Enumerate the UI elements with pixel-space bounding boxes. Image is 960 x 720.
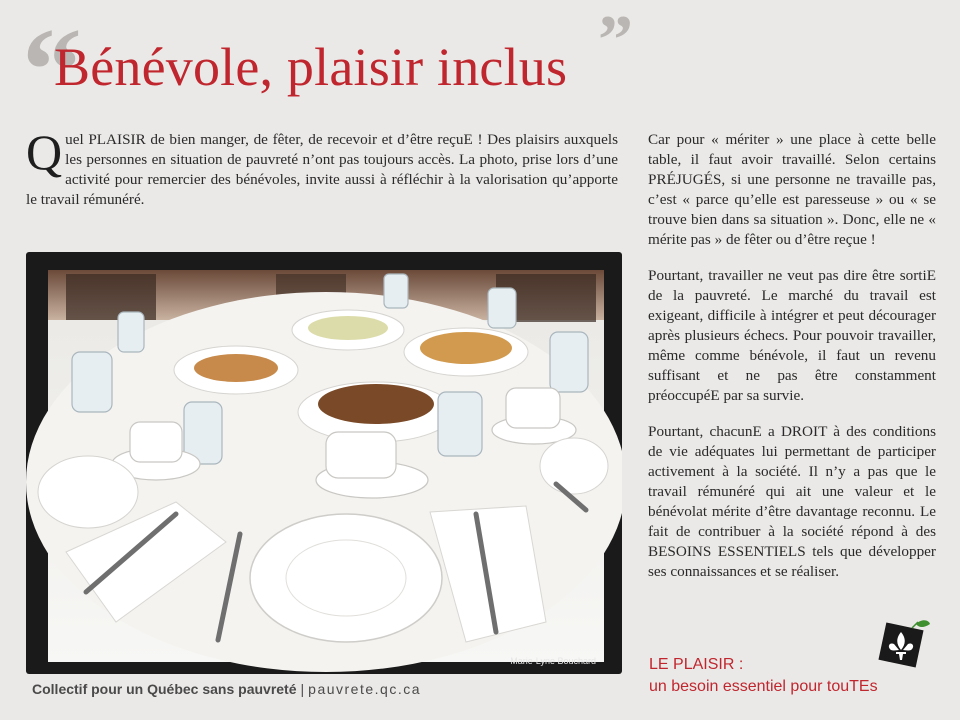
tagline-line-1: LE PLAISIR :: [649, 656, 744, 673]
title-block: [22, 2, 662, 136]
dropcap-letter: Q: [26, 124, 63, 180]
open-quote-mark: “: [22, 3, 82, 136]
close-quote-mark: ”: [598, 2, 633, 79]
org-name: Collectif pour un Québec sans pauvreté: [32, 681, 297, 697]
right-paragraph-2: Pourtant, travailler ne veut pas dire être sortiE de la pauvreté. Le marché du travail est exigeant, difficile à intégrer et peut décourager après plusieurs échecs. Pour pouvoir travailler, même comme bénévole, il faut un revenu suffisant et ne pas être constamment préoccupéE par sa survie.: [648, 267, 936, 404]
tagline-line-2: un besoin essentiel pour touTEs: [649, 678, 878, 695]
photo-banquet-table: [26, 252, 622, 674]
photo-credit: Marie-Lyne Bouchard: [510, 656, 596, 666]
intro-paragraph: [26, 124, 618, 210]
org-website[interactable]: pauvrete.qc.ca: [308, 681, 421, 697]
footer-org: [32, 681, 421, 697]
right-paragraph-1: Car pour « mériter » une place à cette belle table, il faut avoir travaillé. Selon certains PRÉJUGÉS, si une personne ne travaille pas, c’est « parce qu’elle est paresseuse » ou « se trouve bien dans sa situation ». Donc, elle ne « mérite pas » de fêter ou d’être reçue !: [648, 131, 936, 248]
intro-text: uel PLAISIR de bien manger, de fêter, de recevoir et d’être reçuE ! Des plaisirs auxquels les personnes en situation de pauvreté n’ont pas toujours accès. La photo, prise lors d’une activité pour remercier des bénévoles, invite aussi à réfléchir à la valorisation qu’apporte le travail rémunéré.: [26, 131, 618, 208]
right-paragraph-3: Pourtant, chacunE a DROIT à des conditions de vie adéquates lui permettant de participer activement à la société. Il n’y a pas que le travail rémunéré qui ait une valeur et le bénévolat mérite d’être davantage reconnu. Le fait de contribuer à la société répond à des BESOINS ESSENTIELS tels que développer ses connaissances et se réaliser.: [648, 423, 936, 580]
footer-separator: |: [300, 681, 305, 697]
table-illustration: [26, 252, 622, 674]
page-title: Bénévole, plaisir inclus: [54, 37, 568, 97]
tagline: [649, 654, 878, 698]
fleur-de-lis-icon: [872, 614, 932, 674]
right-column: [648, 130, 936, 598]
